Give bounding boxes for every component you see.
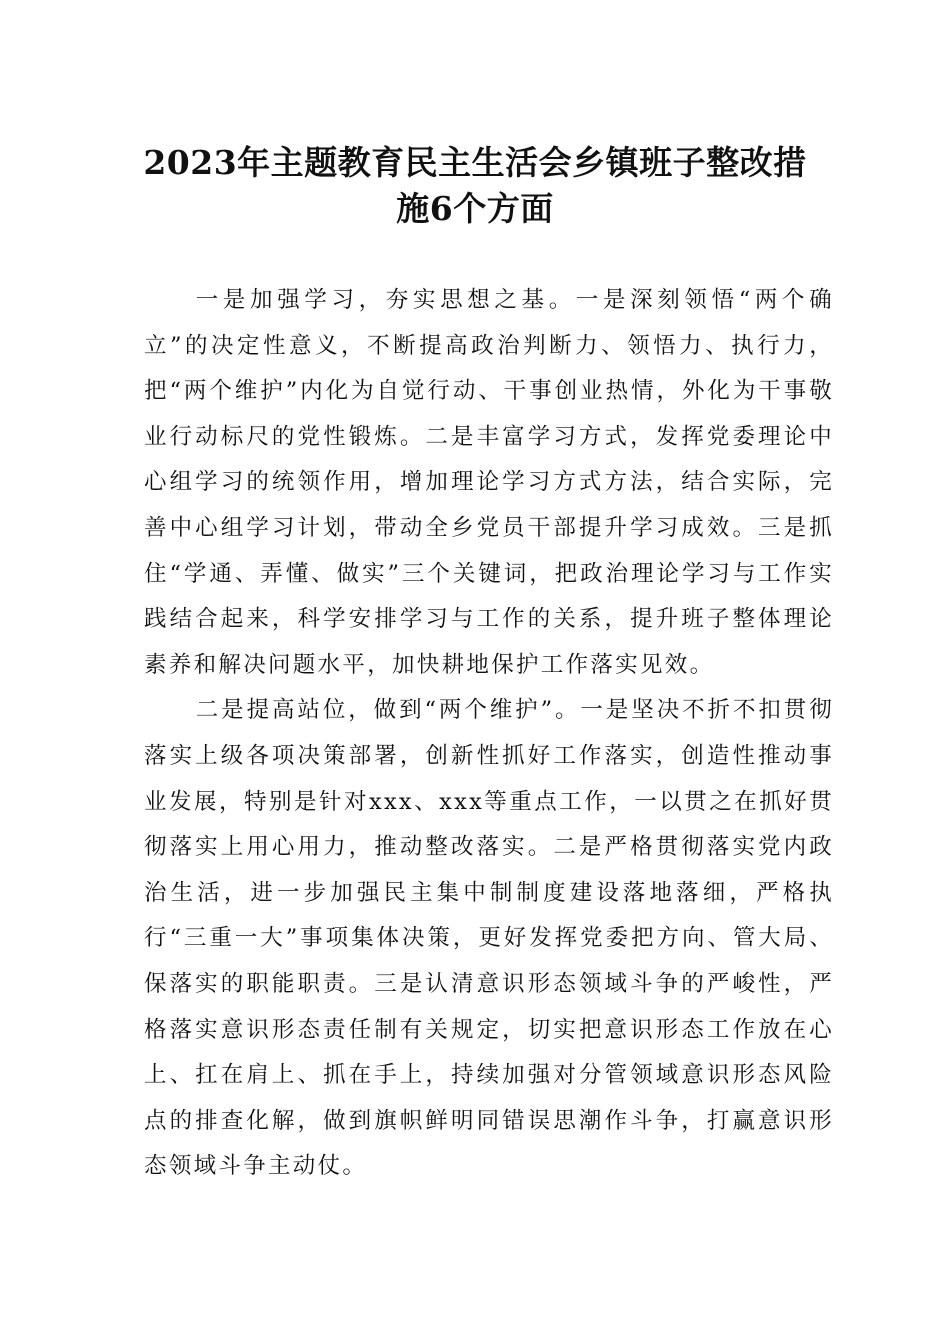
document-title xyxy=(130,140,820,232)
paragraph-2: 二是提高站位，做到“两个维护”。一是坚决不折不扣贯彻落实上级各项决策部署，创新性抓好工作落实，创造性推动事业发展，特别是针对xxx、xxx等重点工作，一以贯之在抓好贯彻落实上用心用力，推动整改落实。二是严格贯彻落实党内政治生活，进一步加强民主集中制制度建设落地落细，严格执行“三重一大”事项集体决策，更好发挥党委把方向、管大局、保落实的职能职责。三是认清意识形态领域斗争的严峻性，严格落实意识形态责任制有关规定，切实把意识形态工作放在心上、扛在肩上、抓在手上，持续加强对分管领域意识形态风险点的排查化解，做到旗帜鲜明同错误思潮作斗争，打赢意识形态领域斗争主动仗。 xyxy=(144,697,834,1180)
paragraph-1: 一是加强学习，夯实思想之基。一是深刻领悟“两个确立”的决定性意义，不断提高政治判断力、领悟力、执行力，把“两个维护”内化为自觉行动、干事创业热情，外化为干事敬业行动标尺的党性锻炼。二是丰富学习方式，发挥党委理论中心组学习的统领作用，增加理论学习方式方法，结合实际，完善中心组学习计划，带动全乡党员干部提升学习成效。三是抓住“学通、弄懂、做实”三个关键词，把政治理论学习与工作实践结合起来，科学安排学习与工作的关系，提升班子整体理论素养和解决问题水平，加快耕地保护工作落实见效。 xyxy=(144,287,834,678)
title-line-2: 施6个方面 xyxy=(396,189,554,228)
document-body xyxy=(144,278,834,1190)
title-line-1: 2023年主题教育民主生活会乡镇班子整改措 xyxy=(143,143,807,182)
